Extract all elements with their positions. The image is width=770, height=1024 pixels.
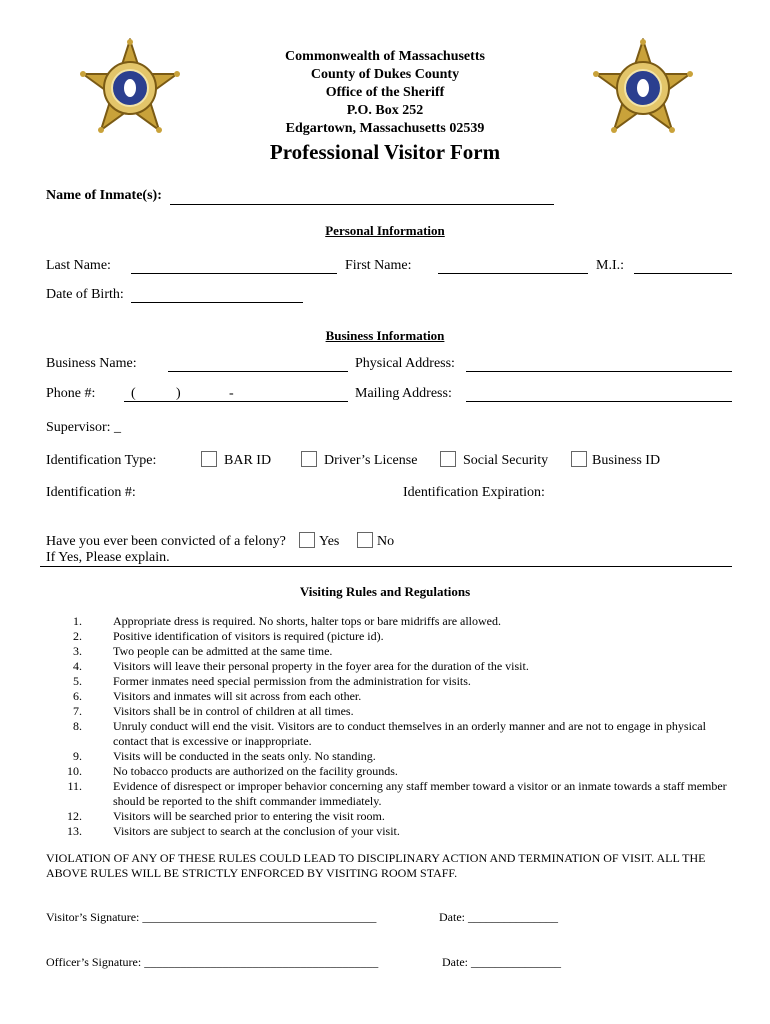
header-line-1: Commonwealth of Massachusetts — [285, 49, 485, 64]
rule-text: Visitors and inmates will sit across from each other. — [113, 689, 362, 703]
mi-label: M.I.: — [596, 258, 624, 273]
personal-info-heading: Personal Information — [325, 223, 445, 238]
drivers-license-option-label: Driver’s License — [324, 453, 418, 468]
mi-field[interactable] — [634, 273, 732, 274]
rule-text: Positive identification of visitors is required (picture id). — [113, 629, 384, 643]
rule-item — [48, 689, 728, 704]
rule-number: 8. — [73, 719, 82, 733]
felony-yes-label: Yes — [319, 534, 340, 549]
rule-item — [48, 644, 728, 659]
first-name-label: First Name: — [345, 258, 412, 273]
rule-number: 6. — [73, 689, 82, 703]
rule-item — [48, 614, 728, 629]
rule-number: 12. — [67, 809, 82, 823]
physical-address-label: Physical Address: — [355, 356, 455, 371]
header-line-3: Office of the Sheriff — [325, 85, 445, 100]
rule-number: 10. — [67, 764, 82, 778]
rule-item — [48, 764, 728, 779]
phone-close-paren: ) — [176, 386, 181, 401]
rule-item — [48, 809, 728, 824]
mailing-address-field[interactable] — [466, 401, 732, 402]
header-line-2: County of Dukes County — [310, 67, 460, 82]
rule-number: 13. — [67, 824, 82, 838]
drivers-license-checkbox[interactable] — [301, 451, 317, 467]
officer-date-field[interactable]: Date: _______________ — [442, 955, 561, 969]
rules-heading: Visiting Rules and Regulations — [299, 584, 471, 599]
last-name-field[interactable] — [131, 273, 337, 274]
rule-text: Visitors will be searched prior to entering the visit room. — [113, 809, 385, 823]
social-security-option-label: Social Security — [463, 453, 549, 468]
rule-number: 9. — [73, 749, 82, 763]
felony-explain-field[interactable] — [40, 566, 732, 567]
felony-yes-checkbox[interactable] — [299, 532, 315, 548]
last-name-label: Last Name: — [46, 258, 111, 273]
rule-text: Visitors are subject to search at the conclusion of your visit. — [113, 824, 400, 838]
business-id-checkbox[interactable] — [571, 451, 587, 467]
rule-item — [48, 719, 728, 749]
rules-list — [48, 614, 728, 839]
rule-item — [48, 824, 728, 839]
rule-number: 4. — [73, 659, 82, 673]
rule-text: Appropriate dress is required. No shorts, halter tops or bare midriffs are allowed. — [113, 614, 502, 628]
felony-no-checkbox[interactable] — [357, 532, 373, 548]
id-type-label: Identification Type: — [46, 453, 157, 468]
rule-number: 3. — [73, 644, 82, 658]
rule-text: Former inmates need special permission from the administration for visits. — [113, 674, 471, 688]
rule-text: No tobacco products are authorized on the facility grounds. — [113, 764, 398, 778]
bar-id-option-label: BAR ID — [224, 453, 272, 468]
felony-no-label: No — [377, 534, 395, 549]
rule-text: Two people can be admitted at the same time. — [113, 644, 333, 658]
felony-explain-label: If Yes, Please explain. — [46, 550, 170, 565]
phone-dash: - — [229, 386, 234, 401]
rule-item — [48, 674, 728, 689]
officer-signature-field[interactable]: Officer’s Signature: _______________________________________ — [46, 955, 379, 969]
rule-item — [48, 704, 728, 719]
physical-address-field[interactable] — [466, 371, 732, 372]
inmate-name-label: Name of Inmate(s): — [46, 188, 162, 203]
phone-field[interactable] — [124, 401, 348, 402]
first-name-field[interactable] — [438, 273, 588, 274]
rule-number: 5. — [73, 674, 82, 688]
business-info-heading: Business Information — [325, 328, 445, 343]
id-number-label: Identification #: — [46, 485, 136, 500]
mailing-address-label: Mailing Address: — [355, 386, 452, 401]
rule-text: Unruly conduct will end the visit. Visitors are to conduct themselves in an orderly manner and are not to engage in physical contact that is excessive or inappropriate. — [113, 719, 706, 748]
id-expiration-label: Identification Expiration: — [403, 485, 545, 500]
business-name-field[interactable] — [168, 371, 348, 372]
dob-field[interactable] — [131, 302, 303, 303]
visitor-date-field[interactable]: Date: _______________ — [439, 910, 558, 924]
agency-header — [0, 48, 770, 138]
rule-item — [48, 629, 728, 644]
rule-number: 1. — [73, 614, 82, 628]
header-line-5: Edgartown, Massachusetts 02539 — [285, 121, 485, 136]
rule-number: 11. — [67, 779, 82, 793]
rule-text: Visitors shall be in control of children at all times. — [113, 704, 354, 718]
rule-number: 2. — [73, 629, 82, 643]
felony-question: Have you ever been convicted of a felony? — [46, 534, 286, 549]
rule-text: Visits will be conducted in the seats only. No standing. — [113, 749, 376, 763]
dob-label: Date of Birth: — [46, 287, 124, 302]
form-title: Professional Visitor Form — [269, 140, 501, 164]
business-id-option-label: Business ID — [592, 453, 661, 468]
rule-item — [48, 659, 728, 674]
rules-warning: VIOLATION OF ANY OF THESE RULES COULD LEAD TO DISCIPLINARY ACTION AND TERMINATION OF VISIT. ALL THE ABOVE RULES WILL BE STRICTLY ENFORCED BY VISITING ROOM STAFF. — [46, 851, 706, 880]
business-name-label: Business Name: — [46, 356, 137, 371]
bar-id-checkbox[interactable] — [201, 451, 217, 467]
inmate-name-field[interactable] — [170, 204, 554, 205]
header-line-4: P.O. Box 252 — [346, 103, 424, 118]
supervisor-field[interactable]: Supervisor: _ — [46, 420, 122, 435]
rule-item — [48, 779, 728, 809]
rule-text: Evidence of disrespect or improper behavior concerning any staff member toward a visitor or an inmate towards a staff member should be reported to the shift commander immediately. — [113, 779, 727, 808]
visitor-signature-field[interactable]: Visitor’s Signature: _______________________________________ — [46, 910, 377, 924]
rule-item — [48, 749, 728, 764]
rule-text: Visitors will leave their personal property in the foyer area for the duration of the visit. — [113, 659, 529, 673]
rule-number: 7. — [73, 704, 82, 718]
phone-label: Phone #: — [46, 386, 96, 401]
phone-open-paren: ( — [131, 386, 136, 401]
social-security-checkbox[interactable] — [440, 451, 456, 467]
